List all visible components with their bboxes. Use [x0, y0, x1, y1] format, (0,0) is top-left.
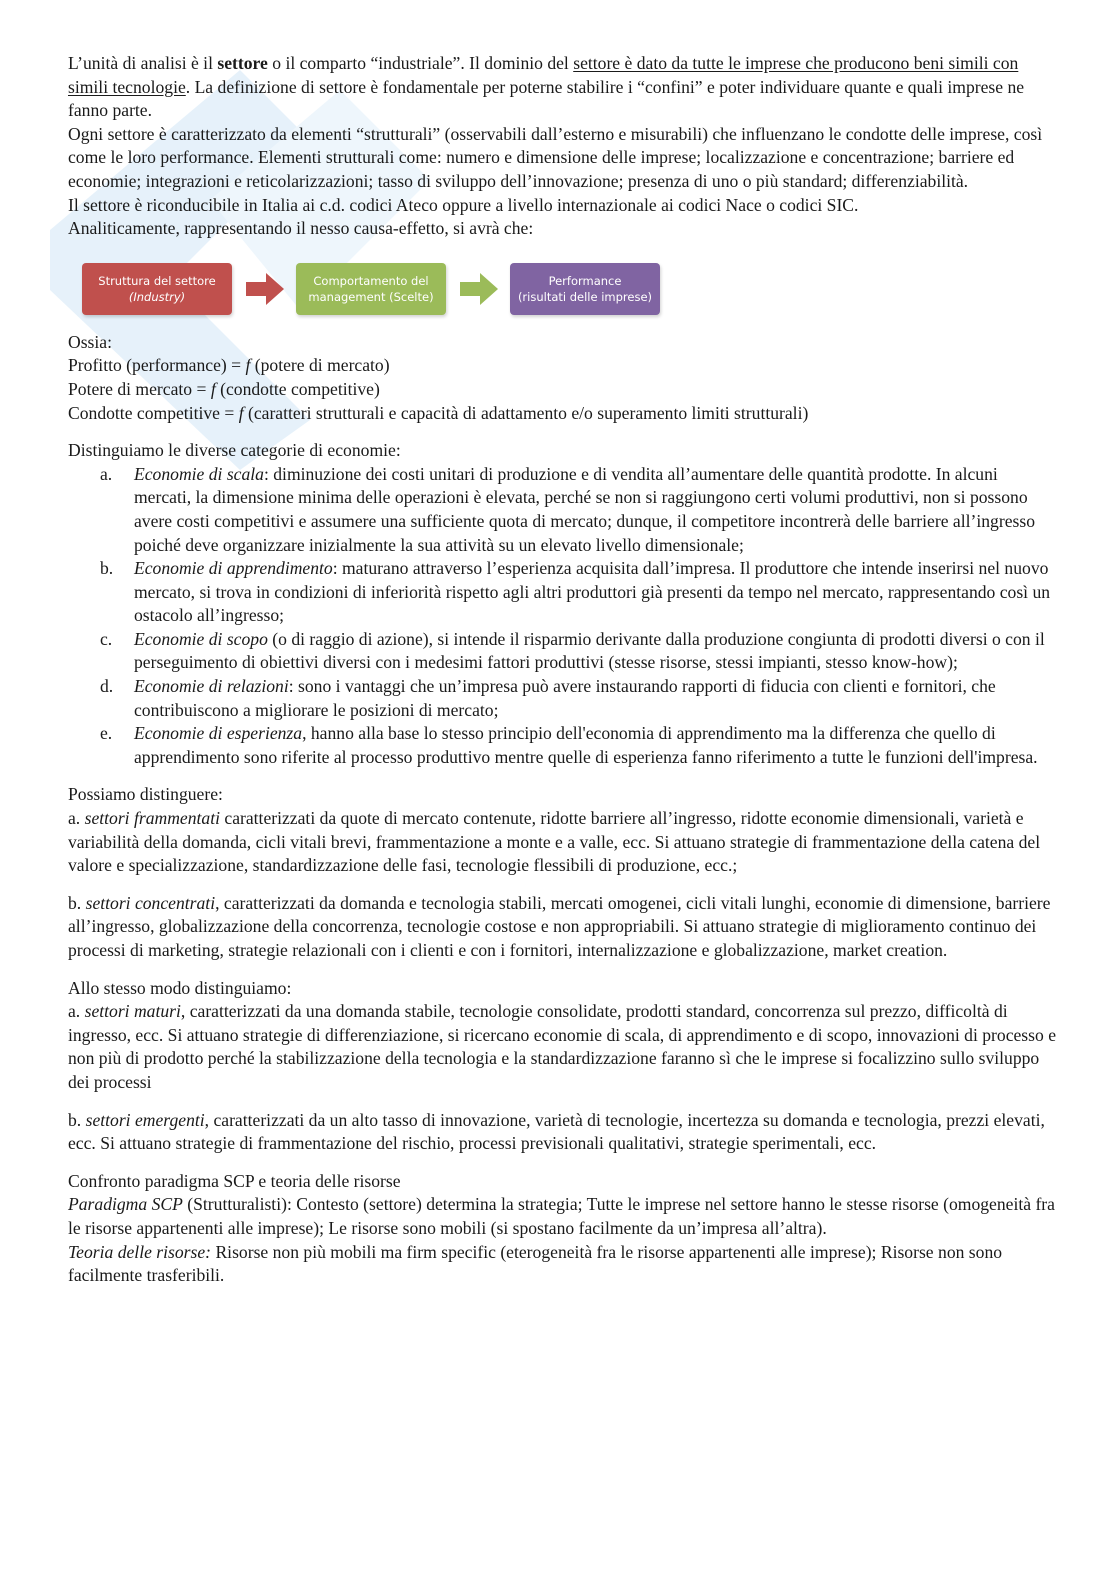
sectors-heading-2: Allo stesso modo distinguiamo: — [68, 977, 292, 998]
document-body — [68, 52, 1058, 1288]
comparison-heading: Confronto paradigma SCP e teoria delle risorse — [68, 1170, 401, 1191]
scp-flow-diagram — [68, 245, 1058, 327]
intro-paragraph-4: Analiticamente, rappresentando il nesso causa-effetto, si avrà che: — [68, 218, 534, 239]
list-item: d. Economie di relazioni: sono i vantaggi che un’impresa può avere instaurando rapporti di fiducia con clienti e fornitori, che contribuiscono a migliorare le posizioni di mercato; — [100, 676, 996, 720]
arrow-right-icon — [246, 273, 284, 305]
sector-emergenti: b. settori emergenti, caratterizzati da un alto tasso di innovazione, varietà di tecnologie, incertezza su domanda e tecnologia, prezzi elevati, ecc. Si attuano strategie di frammentazione del rischio, processi previsionali qualitativi, strategie sperimentali, ecc. — [68, 1109, 1045, 1154]
intro-paragraph-2: Ogni settore è caratterizzato da elementi “strutturali” (osservabili dall’esterno e misurabili) che influenzano le condotte delle imprese, così come le loro performance. Elementi strutturali come: numero e dimensione delle imprese; localizzazione e concentrazione; barriere ed economie; integrazioni e reticolarizzazioni; tasso di sviluppo dell’innovazione; presenza di uno o più standard; differenziabilità. — [68, 123, 1043, 191]
comparison-scp: Paradigma SCP (Strutturalisti): Contesto (settore) determina la strategia; Tutte le imprese nel settore hanno le stesse risorse (omogeneità fra le risorse appartenenti alle imprese); Le risorse sono mobili (si spostano facilmente da un’impresa all’altra). — [68, 1194, 1055, 1238]
intro-paragraph-3: Il settore è riconducibile in Italia ai c.d. codici Ateco oppure a livello internazionale ai codici Nace o codici SIC. — [68, 194, 859, 215]
term-settore: settore — [217, 53, 268, 73]
formula-condotte: Condotte competitive = f (caratteri strutturali e capacità di adattamento e/o superamento limiti strutturali) — [68, 402, 809, 423]
comparison-resources: Teoria delle risorse: Risorse non più mobili ma firm specific (eterogeneità fra le risorse appartenenti alle imprese); Risorse non sono facilmente trasferibili. — [68, 1241, 1003, 1286]
list-item: b. Economie di apprendimento: maturano attraverso l’esperienza acquisita dall’impresa. Il produttore che intende inserirsi nel nuovo mercato, si trova in condizioni di inferiorità rispetto agli altri produttori già presenti da tempo nel mercato, rappresentando così un ostacolo all’ingresso; — [100, 558, 1051, 626]
arrow-right-icon — [460, 273, 498, 305]
flow-box-performance: Performance (risultati delle imprese) — [510, 263, 660, 315]
list-item: a. Economie di scala: diminuzione dei costi unitari di produzione e di vendita all’aumentare delle quantità prodotte. In alcuni mercati, la dimensione minima delle operazioni è elevata, perché se non si raggiungono certi volumi produttivi, non si possono avere costi competitivi e assumere una sufficiente quota di mercato; dunque, il competitore incontrerà delle barriere all’ingresso poiché deve organizzare inizialmente la sua attività su un elevato livello dimensionale; — [100, 463, 1036, 555]
formula-profitto: Profitto (performance) = f (potere di mercato) — [68, 355, 390, 376]
settore-definition: settore è dato da tutte le imprese che producono beni simili con simili tecnologie — [68, 53, 1019, 97]
sectors-heading-1: Possiamo distinguere: — [68, 784, 223, 805]
formula-potere: Potere di mercato = f (condotte competitive) — [68, 378, 380, 399]
sector-concentrati: b. settori concentrati, caratterizzati da domanda e tecnologia stabili, mercati omogenei, cicli vitali lunghi, economie di dimensione, barriere all’ingresso, globalizzazione della concorrenza, tecnologie costose e non appropriabili. Si attuano strategie di miglioramento continuo dei processi di marketing, strategie relazionali con i clienti e con i fornitori, internalizzazione e globalizzazione, market creation. — [68, 892, 1051, 960]
economies-heading: Distinguiamo le diverse categorie di economie: — [68, 440, 401, 461]
flow-box-structure: Struttura del settore (Industry) — [82, 263, 232, 315]
sector-frammentati: a. settori frammentati caratterizzati da quote di mercato contenute, ridotte barriere all’ingresso, ridotte economie dimensionali, varietà e variabilità della domanda, cicli vitali brevi, frammentazione a monte e a valle, ecc. Si attuano strategie di frammentazione della catena del valore e specializzazione, standardizzazione delle fasi, tecnologie flessibili di produzione, ecc.; — [68, 808, 1041, 876]
flow-box-conduct: Comportamento del management (Scelte) — [296, 263, 446, 315]
ossia-label: Ossia: — [68, 331, 112, 352]
intro-paragraph-1: L’unità di analisi è il settore o il comparto “industriale”. Il dominio del settore è dato da tutte le imprese che producono beni simili con simili tecnologie. La definizione di settore è fondamentale per poterne stabilire i “confini” e poter individuare quante e quali imprese ne fanno parte. — [68, 53, 1025, 121]
list-item: c. Economie di scopo (o di raggio di azione), si intende il risparmio derivante dalla produzione congiunta di prodotti diversi o con il perseguimento di obiettivi diversi con i medesimi fattori produttivi (stesse risorse, stessi impianti, stesso know-how); — [100, 628, 1045, 673]
economies-list — [68, 463, 1058, 770]
sector-maturi: a. settori maturi, caratterizzati da una domanda stabile, tecnologie consolidate, prodotti standard, concorrenza sul prezzo, difficoltà di ingresso, ecc. Si attuano strategie di differenziazione, si ricercano economie di scala, di apprendimento e di scopo, innovazioni di processo e non più di prodotto perché la stabilizzazione della tecnologia e la standardizzazione faranno sì che le imprese si focalizzino sullo sviluppo dei processi — [68, 1001, 1057, 1092]
list-item: e. Economie di esperienza, hanno alla base lo stesso principio dell'economia di apprendimento ma la differenza che quello di apprendimento sono riferite al processo produttivo mentre quelle di esperienza fanno riferimento a tutte le funzioni dell'impresa. — [100, 723, 1038, 767]
